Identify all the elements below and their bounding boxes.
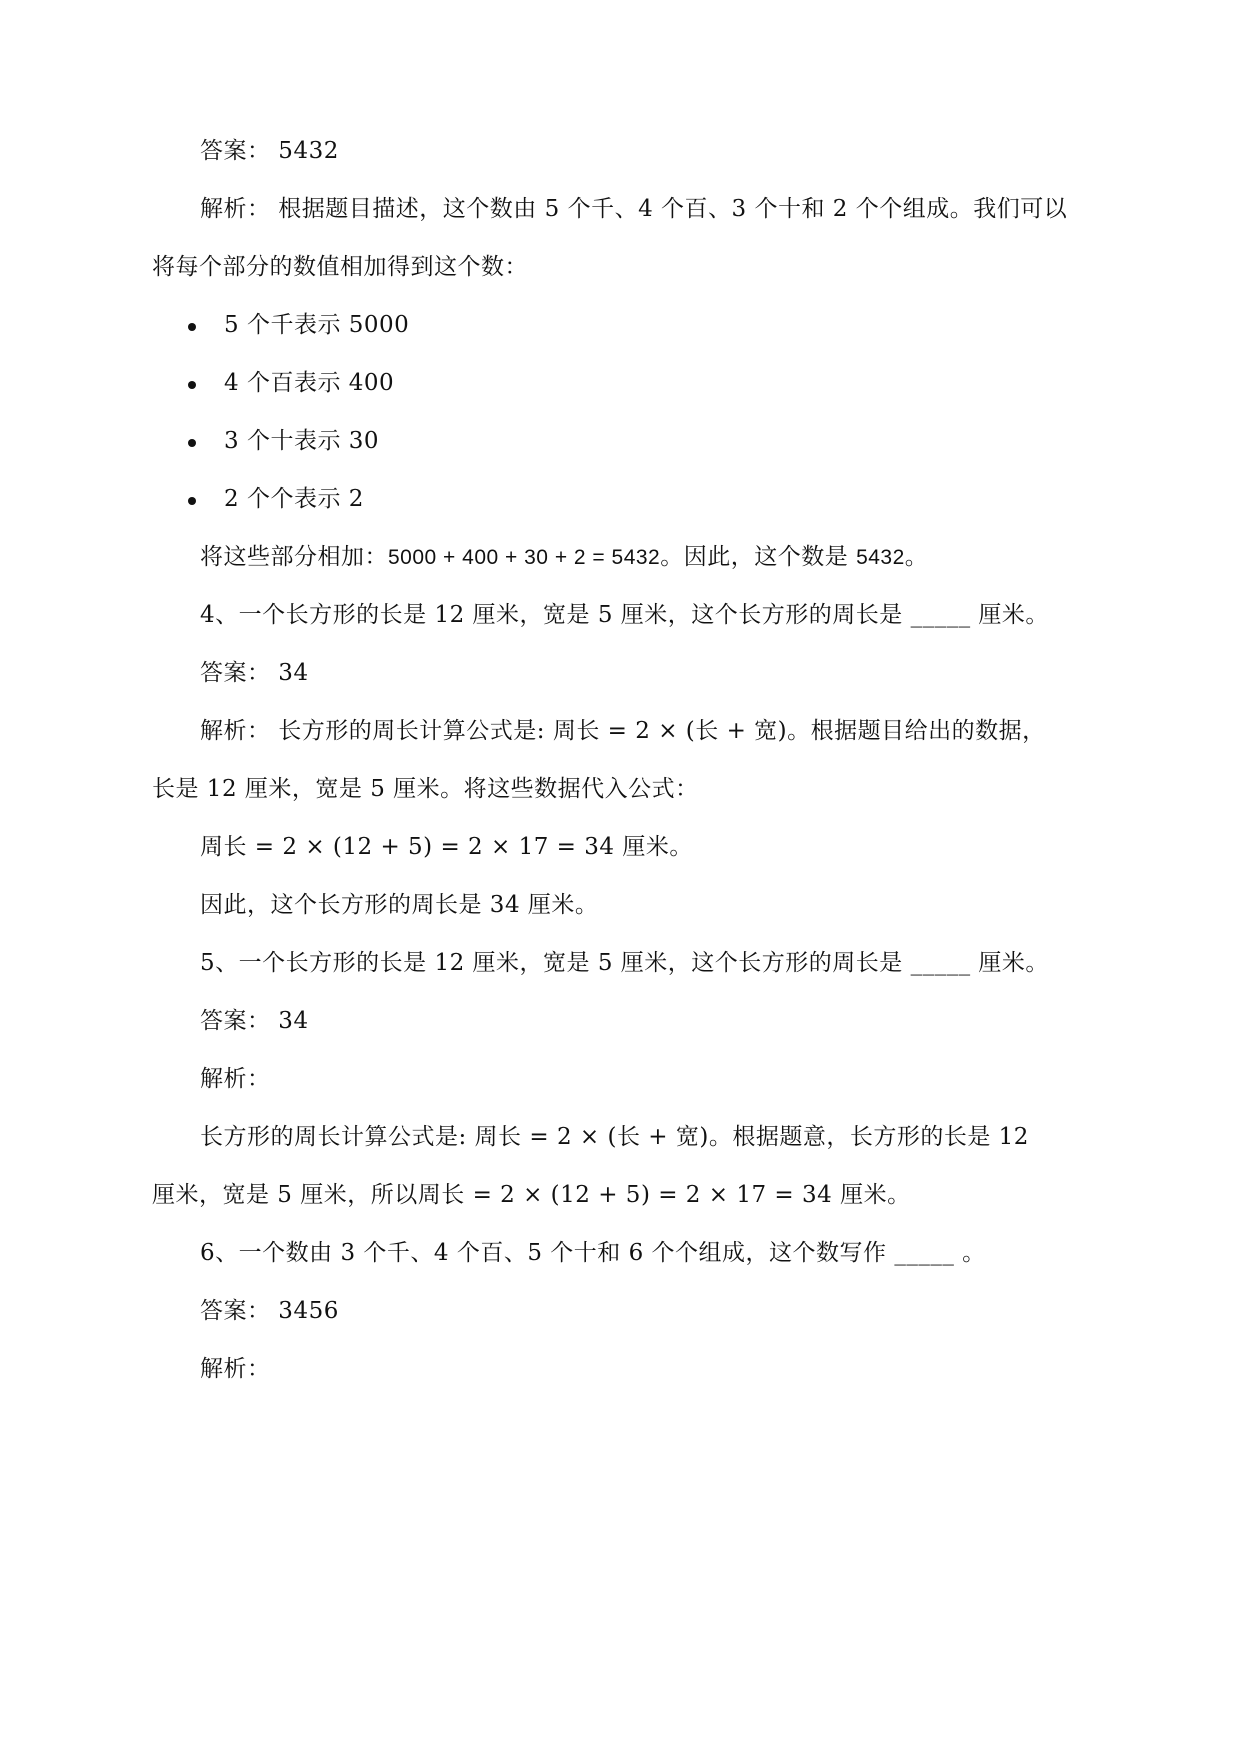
formula-line-q4: 周长 = 2 × (12 + 5) = 2 × 17 = 34 厘米。 — [200, 834, 693, 860]
bullet-dot — [188, 381, 196, 389]
sum-equation: 5000 + 400 + 30 + 2 = 5432 — [388, 546, 661, 569]
analysis-line-q3-2: 将每个部分的数值相加得到这个数： — [152, 254, 528, 280]
analysis-line-q5-1: 长方形的周长计算公式是: 周长 = 2 × (长 + 宽)。根据题意，长方形的长是 12 — [200, 1124, 1029, 1150]
answer-line-q5: 答案： 34 — [200, 1008, 309, 1034]
bullet-text: 4 个百表示 400 — [224, 370, 395, 396]
bullet-text: 2 个个表示 2 — [224, 486, 364, 512]
sum-result: 5432 — [856, 546, 905, 569]
analysis-line-q4-1: 解析： 长方形的周长计算公式是: 周长 = 2 × (长 + 宽)。根据题目给出的数据， — [200, 718, 1046, 744]
analysis-label-q6: 解析： — [200, 1356, 271, 1382]
answer-line-q4: 答案： 34 — [200, 660, 309, 686]
sum-conclusion: 。因此，这个数是 — [660, 544, 857, 570]
question-4: 4、一个长方形的长是 12 厘米，宽是 5 厘米，这个长方形的周长是 _____ 厘米。 — [200, 602, 1049, 628]
bullet-dot — [188, 439, 196, 447]
analysis-label-q5: 解析： — [200, 1066, 271, 1092]
sum-line — [200, 542, 928, 573]
bullet-text: 5 个千表示 5000 — [224, 312, 410, 338]
analysis-line-q3-1: 解析： 根据题目描述，这个数由 5 个千、4 个百、3 个十和 2 个个组成。我们可以 — [200, 196, 1068, 222]
question-5: 5、一个长方形的长是 12 厘米，宽是 5 厘米，这个长方形的周长是 _____ 厘米。 — [200, 950, 1049, 976]
conclusion-line-q4: 因此，这个长方形的周长是 34 厘米。 — [200, 892, 599, 918]
bullet-text: 3 个十表示 30 — [224, 428, 380, 454]
analysis-line-q5-2: 厘米，宽是 5 厘米，所以周长 = 2 × (12 + 5) = 2 × 17 = 34 厘米。 — [152, 1182, 911, 1208]
question-6: 6、一个数由 3 个千、4 个百、5 个十和 6 个个组成，这个数写作 _____ 。 — [200, 1240, 986, 1266]
sum-prefix: 将这些部分相加： — [200, 544, 388, 570]
sum-period: 。 — [904, 544, 929, 570]
bullet-dot — [188, 323, 196, 331]
answer-line-q3: 答案： 5432 — [200, 138, 339, 164]
analysis-line-q4-2: 长是 12 厘米，宽是 5 厘米。将这些数据代入公式： — [152, 776, 699, 802]
answer-line-q6: 答案： 3456 — [200, 1298, 339, 1324]
bullet-dot — [188, 497, 196, 505]
